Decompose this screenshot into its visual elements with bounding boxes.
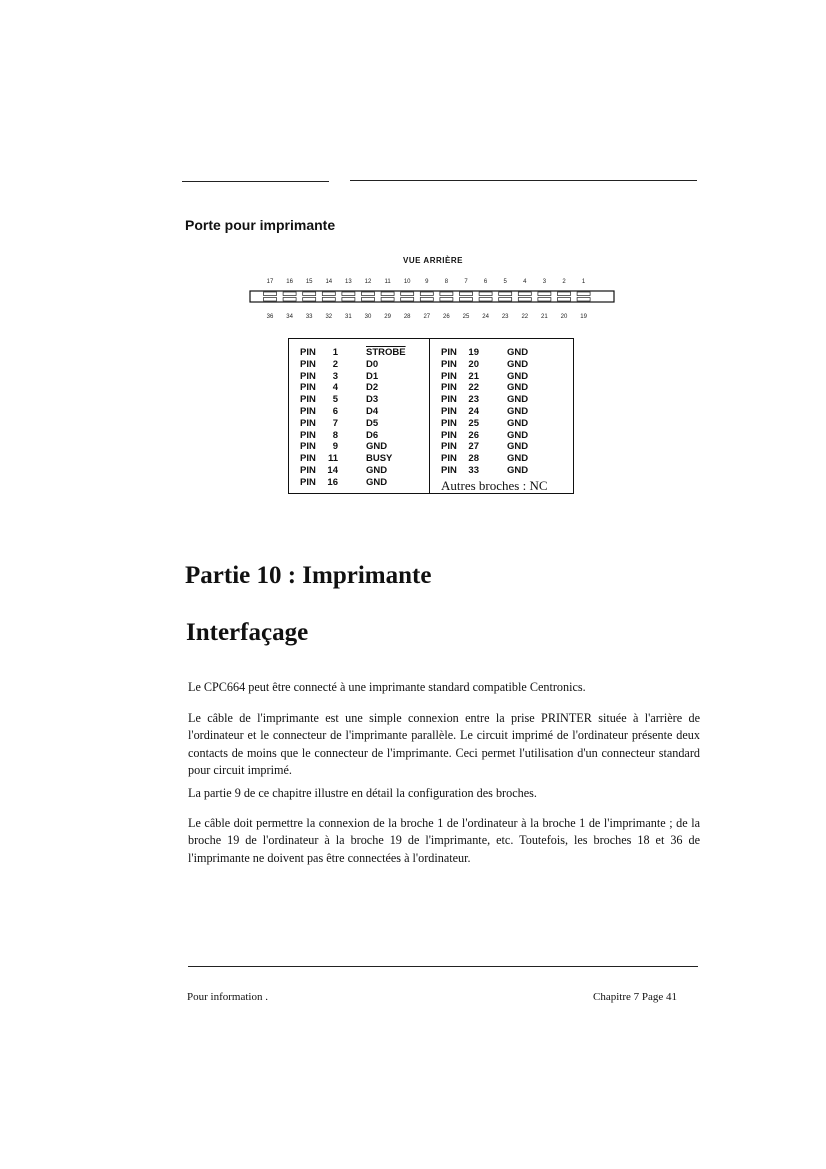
top-pin-number: 17 <box>266 279 274 285</box>
pin-signal: D4 <box>366 406 379 417</box>
pin-signal: GND <box>507 382 529 394</box>
bottom-pin-number: 24 <box>482 314 489 320</box>
pin-label: PIN <box>300 417 316 429</box>
bottom-pin-number: 21 <box>541 314 548 320</box>
top-contact <box>362 292 375 296</box>
connector-body <box>250 291 614 302</box>
pin-signal: GND <box>507 441 529 453</box>
pin-number: 20 <box>468 358 479 370</box>
pin-table-right-row <box>430 453 573 465</box>
top-contact <box>499 292 512 296</box>
pin-table-right-row <box>430 382 573 394</box>
top-contact <box>381 292 394 296</box>
bottom-contact <box>577 298 590 302</box>
pin-table-right-row <box>430 465 573 477</box>
pin-signal: GND <box>507 347 529 358</box>
bottom-pin-number: 19 <box>580 314 587 320</box>
pin-number: 16 <box>327 476 338 488</box>
pin-signal: GND <box>507 453 529 465</box>
pin-number: 25 <box>468 417 479 429</box>
pin-table-right-row <box>430 371 573 383</box>
bottom-pin-number: 27 <box>423 314 431 320</box>
pin-table-right-row <box>430 406 573 418</box>
pin-number: 28 <box>468 453 479 465</box>
pin-table-right-row <box>430 430 573 442</box>
pin-label: PIN <box>441 347 457 358</box>
top-rule-left <box>182 181 329 182</box>
bottom-contact <box>558 298 571 302</box>
pin-label: PIN <box>441 382 457 394</box>
pin-label: PIN <box>441 429 457 441</box>
pin-signal: GND <box>507 417 529 429</box>
top-contact <box>538 292 551 296</box>
pin-signal: GND <box>366 476 388 488</box>
pin-table-left-row <box>289 477 429 489</box>
pin-signal: GND <box>507 358 529 370</box>
pin-table-left-row <box>289 418 429 430</box>
top-contact <box>283 292 296 296</box>
bottom-pin-number: 28 <box>403 314 411 320</box>
pin-signal: D0 <box>366 358 379 370</box>
pin-number: 26 <box>468 429 479 441</box>
footer-right: Chapitre 7 Page 41 <box>593 991 678 1003</box>
top-contact <box>401 292 414 296</box>
pin-label: PIN <box>441 441 457 453</box>
top-pin-number: 7 <box>464 279 468 285</box>
paragraph-cable: Le câble de l'imprimante est une simple connexion entre la prise PRINTER située à l'arrière de l'ordinateur et le connecteur de l'imprimante parallèle. Le circuit imprimé de l'ordinateur présente deux contacts de moins que le connecteur de l'imprimante. Ceci permet l'utilisation d'un connecteur standard pour circuit imprimé. <box>188 711 700 777</box>
top-contact <box>518 292 531 296</box>
pin-signal: GND <box>507 394 529 406</box>
top-pin-number: 8 <box>444 279 449 285</box>
top-pin-number: 2 <box>562 279 566 285</box>
pin-table-left-row <box>289 441 429 453</box>
top-pin-number: 10 <box>403 279 411 285</box>
pin-signal: GND <box>366 441 388 453</box>
pin-label: PIN <box>441 394 457 406</box>
bottom-pin-number: 25 <box>462 314 470 320</box>
pin-number: 5 <box>332 394 338 406</box>
paragraph-reference: La partie 9 de ce chapitre illustre en détail la configuration des broches. <box>188 786 537 800</box>
pin-number: 8 <box>332 429 338 441</box>
pin-number: 1 <box>332 347 338 358</box>
top-contact <box>322 292 335 296</box>
top-pin-number: 11 <box>384 279 391 285</box>
pin-number: 6 <box>332 406 338 417</box>
paragraph-intro: Le CPC664 peut être connecté à une imprimante standard compatible Centronics. <box>188 680 586 694</box>
pin-number: 14 <box>327 465 338 476</box>
pin-signal: BUSY <box>366 453 393 465</box>
pin-table-left-row <box>289 382 429 394</box>
pin-table-right-row <box>430 359 573 371</box>
top-pin-number: 4 <box>523 279 527 285</box>
bottom-contact <box>538 298 551 302</box>
pin-number: 4 <box>332 382 338 394</box>
top-pin-number: 6 <box>483 279 488 285</box>
pin-table-left-row <box>289 465 429 477</box>
pin-label: PIN <box>300 406 316 417</box>
pin-number: 19 <box>468 347 479 358</box>
bottom-contact <box>460 298 473 302</box>
pin-label: PIN <box>441 358 457 370</box>
bottom-contact <box>440 298 453 302</box>
bottom-pin-number: 33 <box>305 314 313 320</box>
bottom-pin-number: 22 <box>521 314 529 320</box>
bottom-contact <box>401 298 414 302</box>
top-contact <box>303 292 316 296</box>
pin-number: 22 <box>468 382 479 394</box>
pin-number: 33 <box>468 465 479 476</box>
pin-table <box>288 338 574 494</box>
pin-signal: GND <box>507 465 529 476</box>
bottom-pin-number: 20 <box>560 314 568 320</box>
bottom-contact <box>283 298 296 302</box>
top-pin-number: 1 <box>581 279 586 285</box>
pin-signal: D6 <box>366 429 379 441</box>
bottom-pin-number: 29 <box>384 314 391 320</box>
bottom-contact <box>342 298 355 302</box>
pin-table-left-row <box>289 430 429 442</box>
part-heading: Partie 10 : Imprimante <box>185 562 432 589</box>
pin-number: 24 <box>468 406 479 417</box>
other-pins-note: Autres broches : NC <box>441 478 548 493</box>
bottom-contact <box>322 298 335 302</box>
pin-label: PIN <box>300 370 316 382</box>
pin-label: PIN <box>441 417 457 429</box>
bottom-contact <box>499 298 512 302</box>
bottom-rule <box>188 966 698 967</box>
pin-number: 9 <box>332 441 338 453</box>
view-label: VUE ARRIÈRE <box>403 256 463 265</box>
top-pin-number: 12 <box>364 279 372 285</box>
pin-number: 27 <box>468 441 479 453</box>
top-contact <box>479 292 492 296</box>
top-pin-number: 16 <box>286 279 293 285</box>
pin-signal: STROBE <box>366 347 406 358</box>
pin-label: PIN <box>300 465 316 476</box>
pin-signal: GND <box>507 370 529 382</box>
bottom-contact <box>518 298 531 302</box>
top-pin-number: 15 <box>305 279 313 285</box>
pin-number: 23 <box>468 394 479 406</box>
top-pin-number: 3 <box>542 279 547 285</box>
pin-number: 11 <box>327 453 338 465</box>
pin-table-left-row <box>289 406 429 418</box>
connector-diagram <box>248 252 618 322</box>
pin-table-right-row <box>430 347 573 359</box>
top-pin-number: 13 <box>345 279 352 285</box>
bottom-pin-number: 31 <box>345 314 352 320</box>
pin-signal: D5 <box>366 417 379 429</box>
pin-number: 7 <box>332 417 338 429</box>
bottom-pin-number: 26 <box>443 314 450 320</box>
pin-label: PIN <box>441 465 457 476</box>
footer-left: Pour information . <box>187 991 268 1003</box>
pin-table-right-row <box>430 418 573 430</box>
bottom-pin-number: 34 <box>286 314 293 320</box>
bottom-pin-number: 30 <box>364 314 372 320</box>
top-contact <box>460 292 473 296</box>
section-heading: Interfaçage <box>186 619 309 646</box>
pin-label: PIN <box>441 453 457 465</box>
bottom-contact <box>303 298 316 302</box>
top-contact <box>440 292 453 296</box>
pin-number: 2 <box>332 358 338 370</box>
pin-signal: D2 <box>366 382 379 394</box>
top-pin-number: 14 <box>325 279 333 285</box>
pin-label: PIN <box>441 370 457 382</box>
top-contact <box>342 292 355 296</box>
bottom-contact <box>420 298 433 302</box>
section-title: Porte pour imprimante <box>185 217 336 233</box>
pin-signal: GND <box>507 429 529 441</box>
pin-label: PIN <box>300 476 316 488</box>
bottom-pin-number: 23 <box>501 314 509 320</box>
pin-label: PIN <box>300 358 316 370</box>
pin-table-left-row <box>289 394 429 406</box>
top-contact <box>264 292 277 296</box>
top-contact <box>420 292 433 296</box>
paragraph-wiring: Le câble doit permettre la connexion de la broche 1 de l'ordinateur à la broche 1 de l'imprimante ; de la broche 19 de l'ordinateur à la broche 19 de l'imprimante, etc. Toutefois, les broches 18 et 36 de l'imprimante ne doivent pas être connectées à l'ordinateur. <box>188 816 700 865</box>
pin-label: PIN <box>300 453 316 465</box>
pin-table-right-column <box>430 339 573 493</box>
pin-label: PIN <box>300 429 316 441</box>
top-pin-number: 5 <box>503 279 507 285</box>
bottom-contact <box>362 298 375 302</box>
bottom-contact <box>479 298 492 302</box>
pin-table-left-row <box>289 453 429 465</box>
pin-signal: GND <box>507 406 529 417</box>
bottom-pin-number: 36 <box>266 314 274 320</box>
top-contact <box>558 292 571 296</box>
pin-number: 21 <box>468 370 479 382</box>
bottom-pin-number: 32 <box>325 314 333 320</box>
pin-table-left-column <box>289 339 430 493</box>
pin-label: PIN <box>300 394 316 406</box>
connector-drawing <box>248 272 618 322</box>
pin-table-left-row <box>289 347 429 359</box>
pin-table-right-row <box>430 441 573 453</box>
top-pin-number: 9 <box>425 279 429 285</box>
pin-table-left-row <box>289 371 429 383</box>
pin-signal: D1 <box>366 370 379 382</box>
top-rule-right <box>350 180 697 181</box>
pin-table-left-row <box>289 359 429 371</box>
pin-label: PIN <box>300 441 316 453</box>
pin-label: PIN <box>441 406 457 417</box>
pin-signal: D3 <box>366 394 379 406</box>
pin-number: 3 <box>332 370 338 382</box>
bottom-contact <box>381 298 394 302</box>
pin-table-right-row <box>430 394 573 406</box>
pin-signal: GND <box>366 465 388 476</box>
pin-label: PIN <box>300 347 316 358</box>
top-contact <box>577 292 590 296</box>
bottom-contact <box>264 298 277 302</box>
pin-label: PIN <box>300 382 316 394</box>
